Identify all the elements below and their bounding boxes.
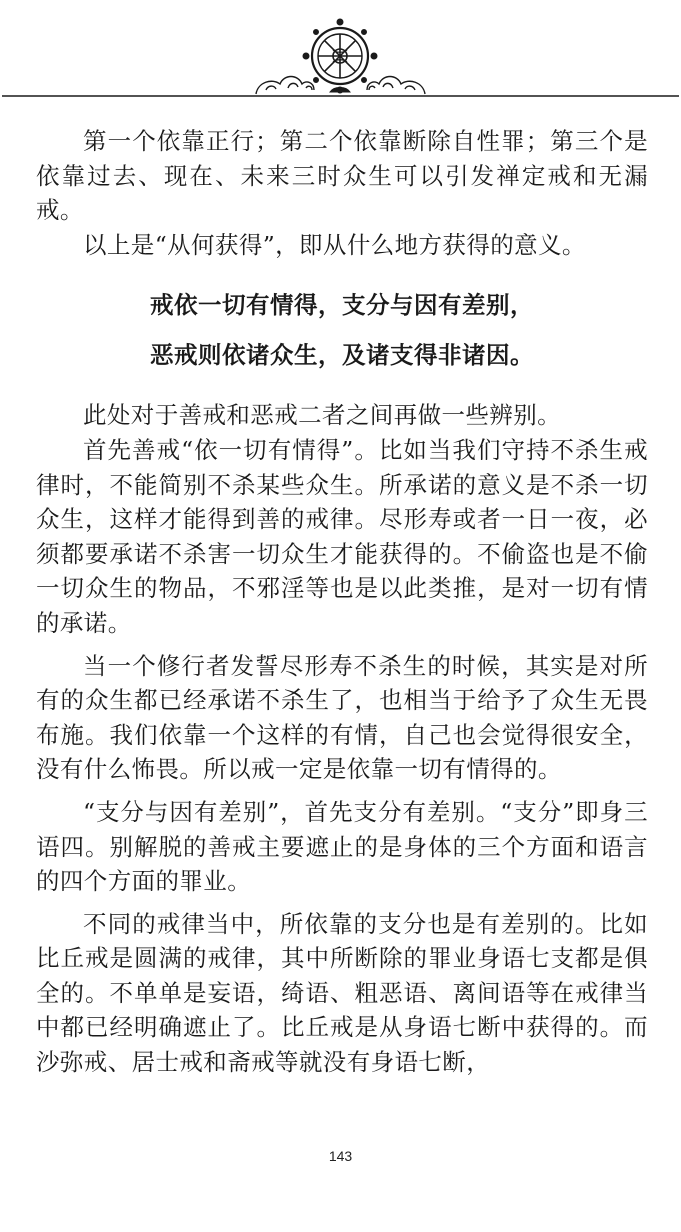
page-number: 143 bbox=[328, 1148, 353, 1164]
paragraph-body: 此处对于善戒和恶戒二者之间再做一些辨别。 bbox=[83, 401, 561, 430]
cloud-right-icon bbox=[367, 77, 425, 95]
paragraph-body: 首先善戒“依一切有情得”。比如当我们守持不杀生戒律时，不能简别不杀某些众生。所承诺的意义是不杀一切众生，这样才能得到善的戒律。尽形寿或者一日一夜，必须都要承诺不杀害一切众生才能获得的。不偷盗也是不偷一切众生的物品，不邪淫等也是以此类推，是对一切有情的承诺。 bbox=[36, 435, 648, 637]
verse-line: 恶戒则依诸众生，及诸支得非诸因。 bbox=[150, 341, 534, 370]
page-body bbox=[36, 124, 648, 1080]
paragraph-body: 不同的戒律当中，所依靠的支分也是有差别的。比如比丘戒是圆满的戒律，其中所断除的罪业身语七支都是俱全的。不单单是妄语，绮语、粗恶语、离间语等在戒律当中都已经明确遮止了。比丘戒是从身语七断中获得的。而沙弥戒、居士戒和斋戒等就没有身语七断， bbox=[36, 909, 648, 1077]
paragraph-body: 当一个修行者发誓尽形寿不杀生的时候，其实是对所有的众生都已经承诺不杀生了，也相当于给予了众生无畏布施。我们依靠一个这样的有情，自己也会觉得很安全，没有什么怖畏。所以戒一定是依靠一切有情得的。 bbox=[36, 651, 648, 784]
dharma-wheel-icon bbox=[303, 19, 377, 93]
header-ornament bbox=[0, 0, 681, 110]
paragraph-summary: 以上是“从何获得”，即从什么地方获得的意义。 bbox=[83, 230, 586, 259]
verse-block bbox=[36, 280, 648, 380]
paragraph-body: “支分与因有差别”，首先支分有差别。“支分”即身三语四。别解脱的善戒主要遮止的是身体的三个方面和语言的四个方面的罪业。 bbox=[36, 797, 648, 896]
verse-line: 戒依一切有情得，支分与因有差别， bbox=[150, 291, 534, 320]
cloud-left-icon bbox=[256, 77, 314, 95]
paragraph-sources: 第一个依靠正行；第二个依靠断除自性罪；第三个是依靠过去、现在、未来三时众生可以引发禅定戒和无漏戒。 bbox=[36, 127, 648, 225]
